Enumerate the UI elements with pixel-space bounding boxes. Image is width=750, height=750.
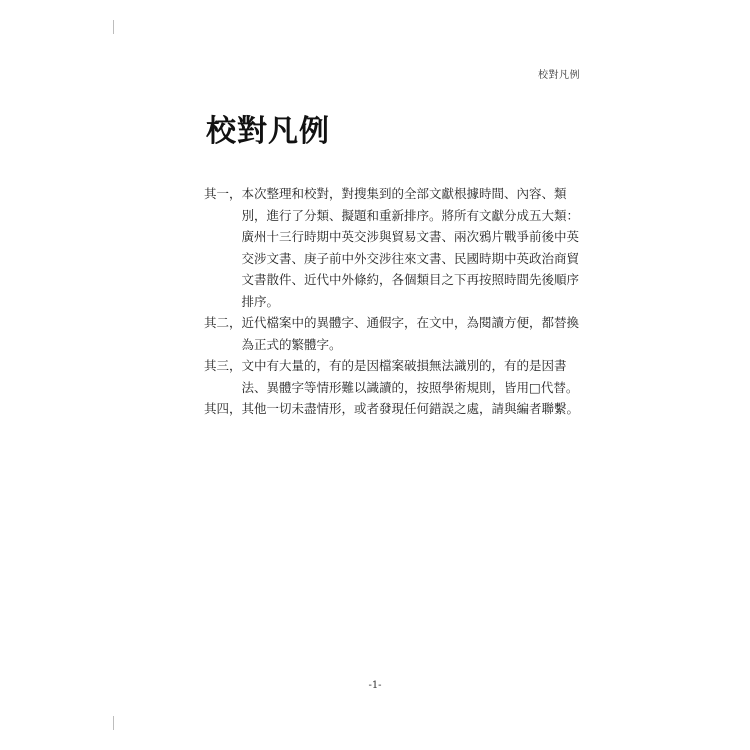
note-text: 本次整理和校對，對搜集到的全部文獻根據時間、內容、類別，進行了分類、擬題和重新排序。將所有文獻分成五大類：廣州十三行時期中英交涉與貿易文書、兩次鴉片戰爭前後中英交涉文書、庚子前中外交涉往來文書、民國時期中英政治商貿文書散件、近代中外條約，各個類目之下再按照時間先後順序排序。 — [241, 186, 580, 309]
page-number: -1- — [368, 680, 382, 691]
crop-mark-bottom — [113, 716, 114, 730]
note-text: 文中有大量的，有的是因檔案破損無法識別的，有的是因書法、異體字等情形難以識讀的，按照學術規則，皆用□代替。 — [241, 358, 579, 395]
crop-mark-top — [113, 20, 114, 34]
page-title: 校對凡例 — [206, 114, 330, 149]
note-label: 其三， — [204, 358, 242, 373]
running-header: 校對凡例 — [538, 70, 580, 81]
note-label: 其四， — [204, 401, 242, 416]
note-item-1 — [204, 183, 584, 312]
note-item-4 — [204, 398, 584, 420]
note-item-3 — [204, 355, 584, 398]
note-text: 近代檔案中的異體字、通假字，在文中，為閱讀方便，都替換為正式的繁體字。 — [241, 315, 580, 352]
note-item-2 — [204, 312, 584, 355]
note-label: 其二， — [204, 315, 242, 330]
editorial-notes — [204, 183, 584, 420]
note-label: 其一， — [204, 186, 242, 201]
note-text: 其他一切未盡情形，或者發現任何錯誤之處，請與編者聯繫。 — [241, 401, 580, 416]
